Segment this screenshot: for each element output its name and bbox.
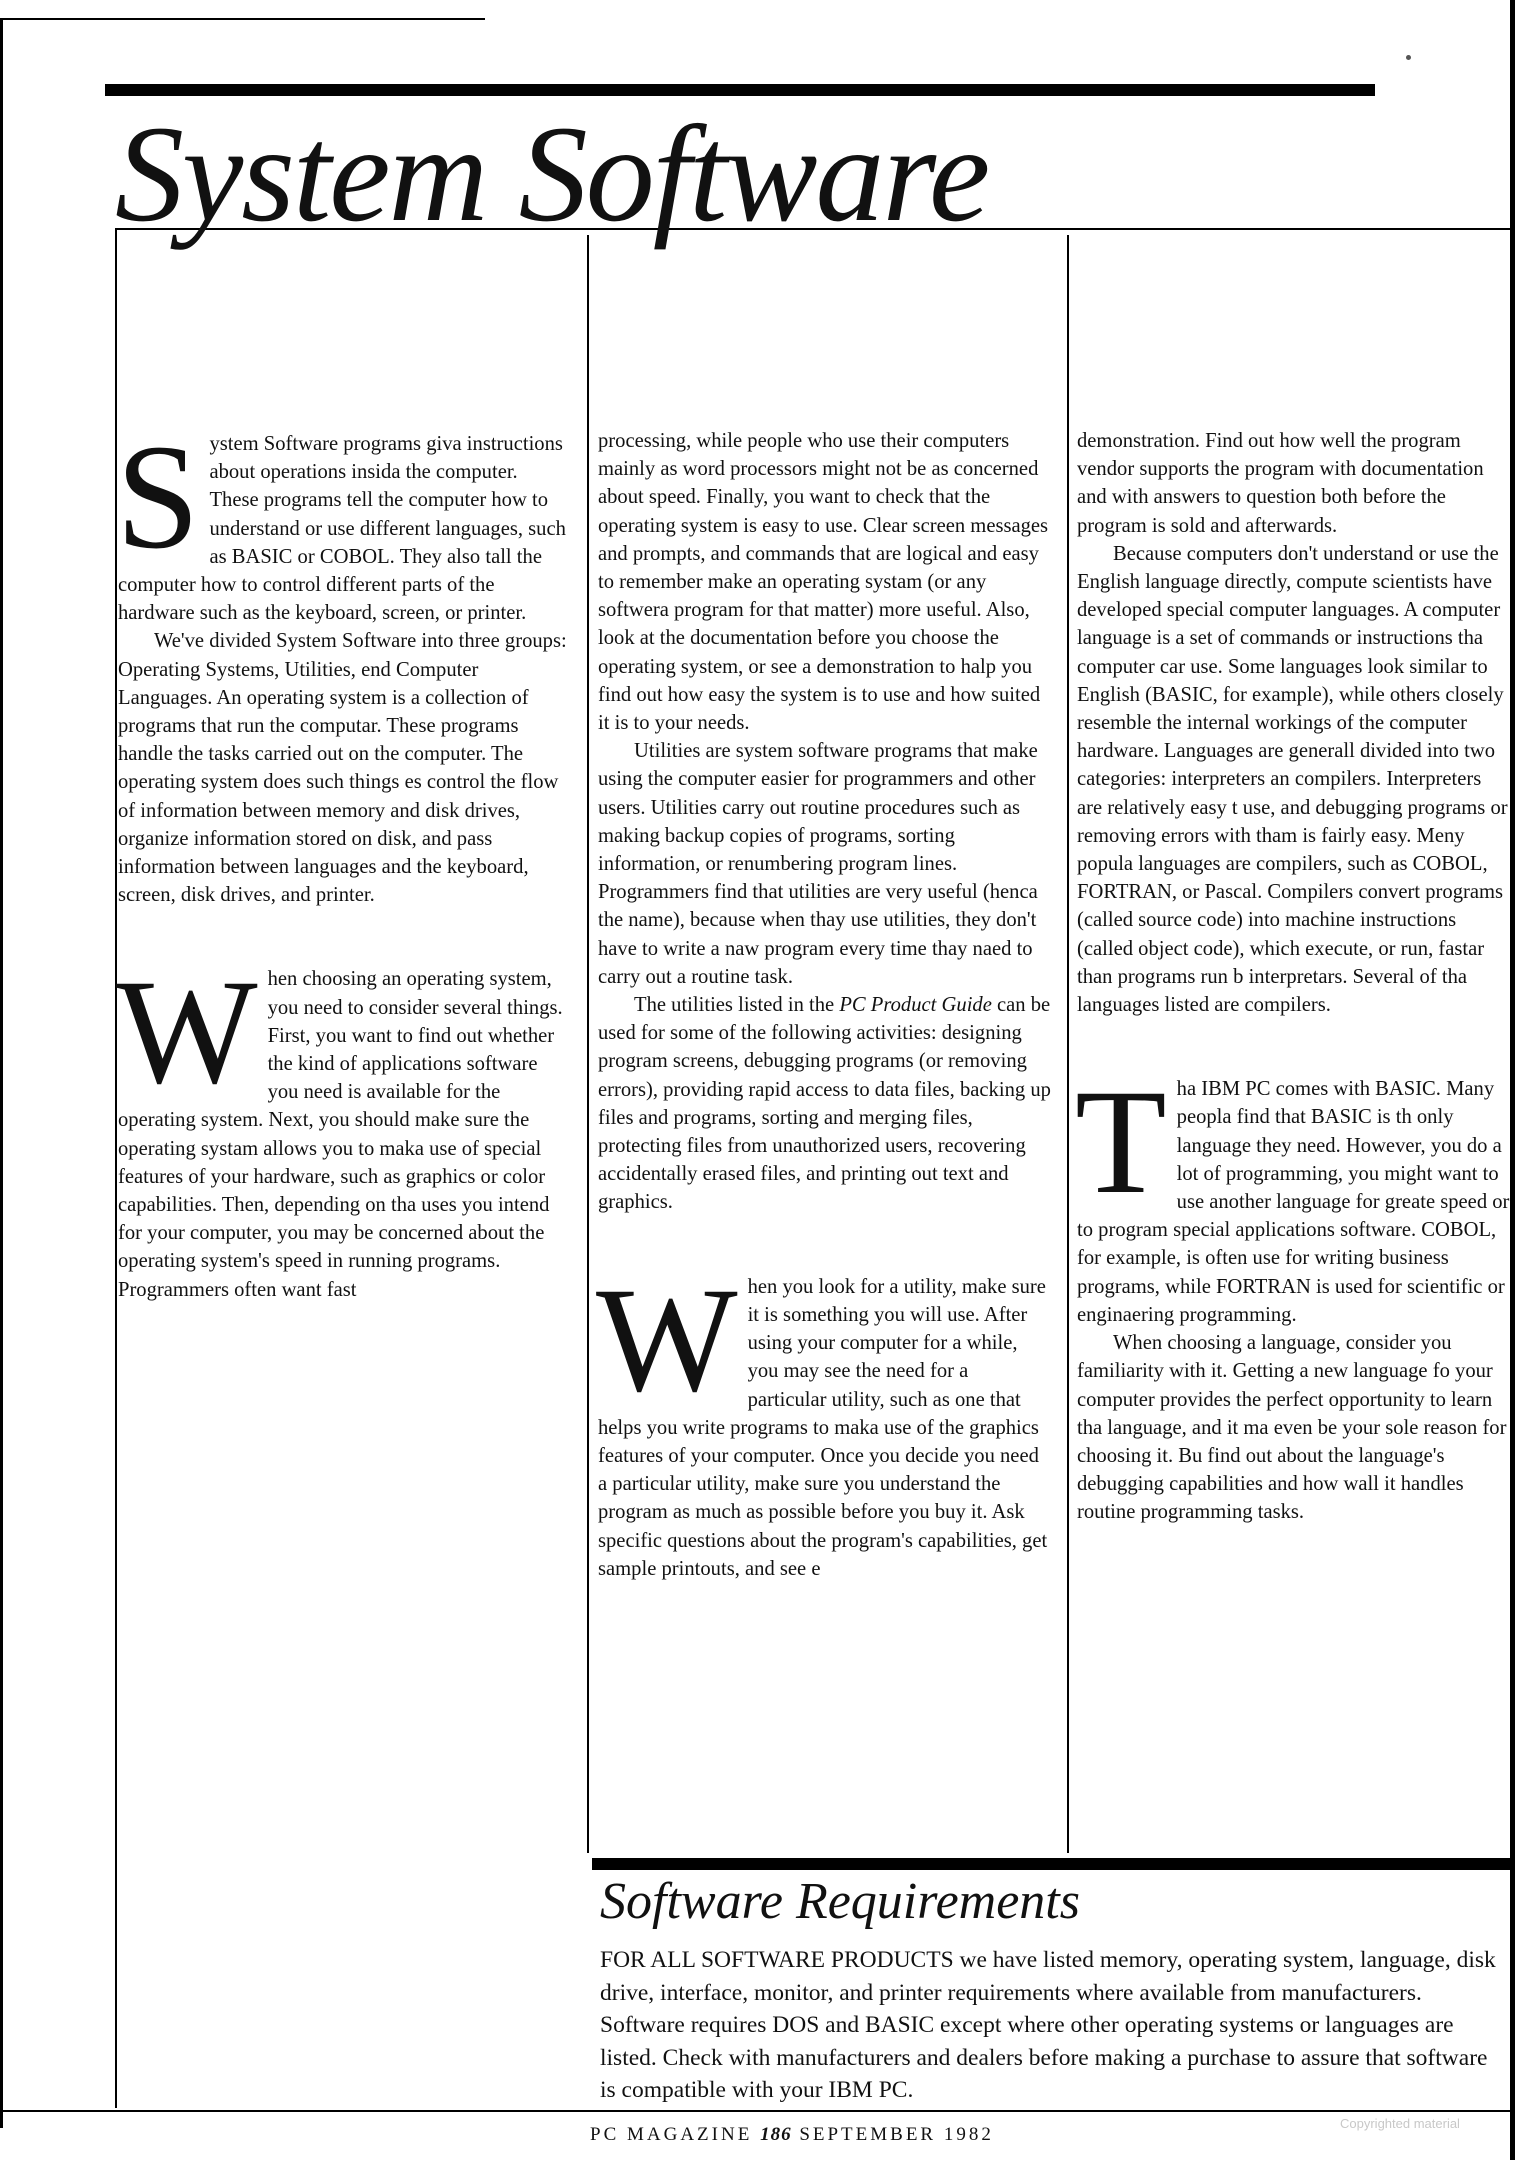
col2-paragraph-4 bbox=[596, 1256, 1052, 1583]
dropcap-s: S bbox=[116, 414, 200, 580]
title-top-rule bbox=[105, 84, 1375, 96]
page-title: System Software bbox=[115, 97, 989, 250]
copyright-watermark: Copyrighted material bbox=[1340, 2116, 1460, 2131]
column-3 bbox=[1077, 427, 1511, 1527]
dropcap-w-1: W bbox=[116, 949, 258, 1116]
dropcap-t: T bbox=[1075, 1059, 1167, 1226]
scan-speck bbox=[1406, 55, 1411, 60]
col1-para1-text: ystem Software programs giva instructions about operations insida the computer. These programs tell the computer how to understand or use different languages, such as BASIC or COBOL. They also tall the computer how to control different parts of the hardware such as the keyboard, screen, or printer. bbox=[118, 433, 566, 625]
col2-paragraph-2: Utilities are system software programs that make using the computer easier for programmers and other users. Utilities carry out routine procedures such as making backup copies of programs, sorting information, or renumbering program lines. Programmers find that utilities are very useful (henca the name), because when thay use utilities, they don't have to write a naw program every time thay naed to carry out a routine task. bbox=[598, 740, 1038, 988]
col2-paragraph-1: processing, while people who use their computers mainly as word processors might not be as concerned about speed. Finally, you want to check that the operating system is easy to use. Clear screen messages and prompts, and commands that are logical and easy to remember make an operating systam (or any softwera program for that matter) more useful. Also, look at the documentation before you choose the operating system, or see a demonstration to halp you find out how easy the system is to use and how suited it is to your needs. bbox=[598, 430, 1049, 735]
column-divider-1 bbox=[587, 235, 589, 1853]
column-1 bbox=[116, 414, 570, 1304]
column-2 bbox=[598, 427, 1052, 1583]
col3-paragraph-2: Because computers don't understand or use the English language directly, compute scientists have developed special computer languages. A computer language is a set of commands or instructions tha computer car use. Some languages look similar to English (BASIC, for example), while others closely resemble the internal workings of the computer hardware. Languages are generall divided into two categories: interpreters an compilers. Interpreters are relatively easy t use, and debugging programs or removing errors with tham is fairly easy. Meny popula languages are compilers, such as COBOL, FORTRAN, or Pascal. Compilers convert programs (called source code) into machine instructions (called object code), which execute, or run, fastar than programs run b interpretars. Several of tha languages listed are compilers. bbox=[1077, 542, 1508, 1017]
col2-paragraph-3 bbox=[598, 991, 1052, 1217]
dropcap-w-2: W bbox=[596, 1256, 738, 1423]
col1-paragraph-1 bbox=[116, 414, 570, 627]
bottom-rule bbox=[0, 2110, 1515, 2112]
col2-para3-em: PC Product Guide bbox=[839, 994, 992, 1017]
col2-para3-pre: The utilities listed in the bbox=[634, 994, 840, 1017]
col1-paragraph-2: We've divided System Software into three groups: Operating Systems, Utilities, end Computer Languages. An operating system is a collection of programs that run the computar. These programs handle the tasks carried out on the computer. The operating system does such things es control the flow of information between memory and disk drives, organize information stored on disk, and pass information between languages and the keyboard, screen, disk drives, and printer. bbox=[118, 630, 567, 907]
col1-para3-text: hen choosing an operating system, you need to consider several things. First, you want to find out whether the kind of applications software you need is available for the operating system. Next, you should make sure the operating systam allows you to maka use of special features of your hardware, such as graphics or color capabilities. Then, depending on tha uses you intend for your computer, you may be concerned about the operating system's speed in running programs. Programmers often want fast bbox=[118, 968, 563, 1301]
page-footer bbox=[590, 2124, 994, 2146]
col3-para3-text: ha IBM PC comes with BASIC. Many peopla find that BASIC is th only language they need. However, you do a lot of programming, you might want to use another language for greate speed or to program special applications software. COBOL, for example, is often use for writing business programs, while FORTRAN is used for scientific or enginaering programming. bbox=[1077, 1078, 1510, 1326]
column-divider-2 bbox=[1067, 235, 1069, 1853]
col3-paragraph-3 bbox=[1075, 1059, 1511, 1329]
top-corner-line bbox=[0, 18, 485, 20]
requirements-title: Software Requirements bbox=[600, 1873, 1080, 1930]
footer-magazine: PC MAGAZINE bbox=[590, 2124, 753, 2145]
col2-para3-post: can be used for some of the following activities: designing program screens, debugging programs (or removing errors), providing rapid access to data files, backing up files and programs, sorting and merging files, protecting files from unauthorized users, recovering accidentally erased files, and printing out text and graphics. bbox=[598, 994, 1051, 1214]
footer-date: SEPTEMBER 1982 bbox=[799, 2124, 994, 2145]
requirements-top-rule bbox=[592, 1858, 1515, 1870]
col3-paragraph-4: When choosing a language, consider you familiarity with it. Getting a new language fo your computer provides the perfect opportunity to learn tha language, and it ma even be your sole reason for choosing it. Bu find out about the language's debugging capabilities and how wall it handles routine programming tasks. bbox=[1077, 1332, 1507, 1524]
col2-para4-text: hen you look for a utility, make sure it is something you will use. After using your computer for a while, you may see the need for a particular utility, such as one that helps you write programs to maka use of the graphics features of your computer. Once you decide you need a particular utility, make sure you understand the program as much as possible before you buy it. Ask specific questions about the program's capabilities, get sample printouts, and see e bbox=[598, 1275, 1048, 1580]
col1-paragraph-3 bbox=[116, 949, 570, 1303]
footer-page-number: 186 bbox=[760, 2124, 792, 2145]
requirements-body: FOR ALL SOFTWARE PRODUCTS we have listed memory, operating system, language, disk drive, interface, monitor, and printer requirements where available from manufacturers. Software requires DOS and BASIC except where other operating systems or languages are listed. Check with manufacturers and dealers before making a purchase to assure that software is compatible with your IBM PC. bbox=[600, 1947, 1496, 2103]
col3-paragraph-1: demonstration. Find out how well the program vendor supports the program with documentation and with answers to question both before the program is sold and afterwards. bbox=[1077, 430, 1484, 537]
left-margin-line bbox=[0, 18, 3, 2128]
